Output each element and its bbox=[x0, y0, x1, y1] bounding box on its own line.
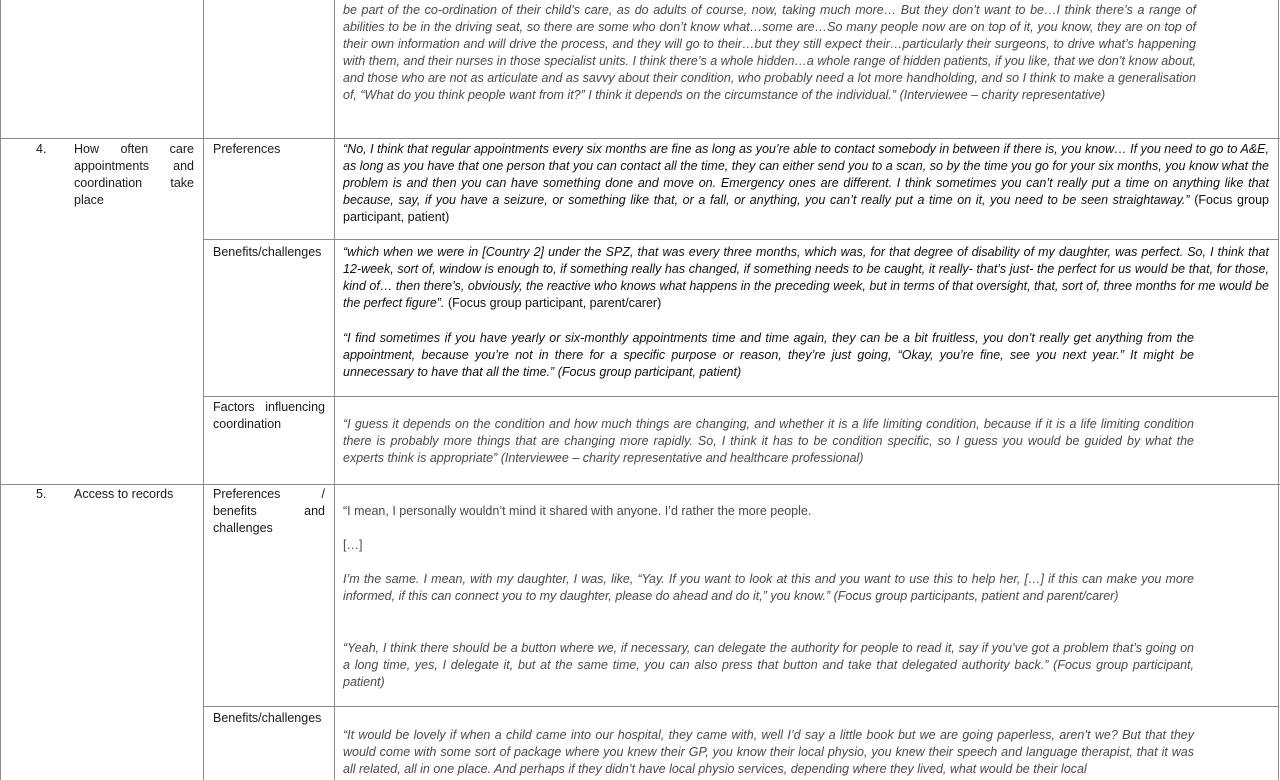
row5-preferences-quote2: I’m the same. I mean, with my daughter, I was, like, “Yay. If you want to look at this and you want to use this to help her, […] if this can make you more informed, if this can connect you to my daughter, please do ahead and do it,” you know.” bbox=[343, 572, 1194, 603]
continuation-quote-cell bbox=[343, 2, 1196, 104]
row5-preferences-label: Preferences / benefits and challenges bbox=[213, 487, 325, 535]
row4-topic: How often care appointments and coordination take place bbox=[74, 142, 194, 207]
row4-factors-quote: “I guess it depends on the condition and how much things are changing, and whether it is a life limiting condition, because if it is a life limiting condition there is probably more things that are changing more rapidly. So, I think it has to be condition specific, so I guess you would be guided by what the experts think is appropriate” bbox=[343, 417, 1194, 465]
row4-benefits-quote2: “I find sometimes if you have yearly or six-monthly appointments time and time again, they can be a bit fruitless, you don’t really get anything from the appointment, because you’re not in there for a specific purpose or reason, they’re just going, “Okay, you’re fine, see you next year.” It might be unnecessary to have that all the time.” bbox=[343, 331, 1194, 379]
row4-preferences-label: Preferences bbox=[213, 142, 281, 156]
row4-number: 4. bbox=[36, 142, 47, 156]
row4-benefits-attribution1: (Focus group participant, parent/carer) bbox=[447, 296, 662, 310]
column-divider-1 bbox=[203, 0, 204, 780]
row5-benefits-quote: “It would be lovely if when a child came into our hospital, they came with, well I’d say a little book but we are going paperless, aren’t we? But that they would come with some sort of package where you knew their GP, you know their local physio, you knew their speech and language therapist, that it was all related, all in one place. And perhaps if they didn’t have local physio services, depending where they lived, what would be their local bbox=[343, 728, 1194, 776]
row5-preferences-quote3-cell bbox=[343, 640, 1194, 691]
row4-preferences-attribution: (Focus group participant, patient) bbox=[343, 193, 1269, 224]
row-divider-row4-top bbox=[0, 138, 1280, 139]
row4-benefits-label: Benefits/challenges bbox=[213, 245, 322, 259]
subrow-divider-row5-benefits bbox=[203, 706, 1279, 707]
row-divider-row5-top bbox=[0, 484, 1280, 485]
continuation-attribution: (Interviewee – charity representative) bbox=[899, 88, 1106, 102]
subrow-divider-factors bbox=[203, 396, 1279, 397]
row5-preferences-attribution3: (Focus group participant, patient) bbox=[343, 658, 1194, 689]
row5-number: 5. bbox=[36, 487, 47, 501]
row5-topic: Access to records bbox=[74, 487, 174, 501]
continuation-quote: be part of the co-ordination of their child’s care, as do adults of course, now, taking much more… But they don’t want to be…I think there’s a range of abilities to be in the driving seat, so there are some who don’t know what…some are…So many people now are on top of it, you know, they are on top of their own information and will drive the process, and they will go to their…but they still expect their…particularly their surgeons, to drive what’s happening with them, and their nurses in those specialist units. I think there’s a whole hidden…a whole range of hidden patients, if you like, that we don’t know about, and those who are not as articulate and as savvy about their condition, who probably need a lot more handholding, and so I think to make a generalisation of, “What do you think people want from it?” I think it depends on the circumstance of the individual.” bbox=[343, 3, 1196, 102]
row4-benefits-quote1: “which when we were in [Country 2] under the SPZ, that was every three months, which was, for that degree of disability of my daughter, was perfect. So, I think that 12-week, sort of, window is enough to, if something really has changed, if something needs to be caught, it really- that’s just- the perfect for us would be that, for those, kind of… then there’s, obviously, the reactive who knows what happens in the preceding week, but in terms of that oversight, that, sort of, three months for me would be the perfect figure”. bbox=[343, 245, 1269, 310]
row5-preferences-quote3: “Yeah, I think there should be a button where we, if necessary, can delegate the authority for people to read it, say if you’ve got a problem that’s going on a long time, yes, I delegate it, but at the same time, you can also press that button and take that delegated authority back.” bbox=[343, 641, 1194, 672]
row4-benefits-attribution2: (Focus group participant, patient) bbox=[557, 365, 742, 379]
row4-preferences-quote: “No, I think that regular appointments every six months are fine as long as you’re able to contact somebody in between if there is, you know… If you need to go to A&E, as long as you have that one person that you can contact all the time, they can either send you to a scan, so by the time you go for your six months, you know what the problem is and then you can have something done and move on. Emergency ones are different. I think sometimes you can’t really put a time on anything like that because, say, if you have a seizure, or something like that, or a fall, or anything, you can’t really put a time on it, you need to be seen straightaway.” bbox=[343, 142, 1269, 207]
subrow-divider-benefits bbox=[203, 239, 1279, 240]
row4-preferences-cell bbox=[343, 141, 1269, 226]
table-border-left bbox=[0, 0, 1, 780]
row5-preferences-attribution2: (Focus group participants, patient and parent/carer) bbox=[833, 589, 1119, 603]
row4-factors-cell bbox=[343, 416, 1194, 467]
table-border-right bbox=[1278, 0, 1279, 780]
row5-benefits-cell bbox=[343, 727, 1194, 778]
row5-preferences-ellipsis: […] bbox=[343, 538, 363, 552]
row4-factors-label: Factors influencing coordination bbox=[213, 400, 325, 431]
row5-preferences-quote1: “I mean, I personally wouldn’t mind it shared with anyone. I’d rather the more people. bbox=[343, 504, 812, 518]
row5-benefits-label: Benefits/challenges bbox=[213, 711, 322, 725]
column-divider-2 bbox=[334, 0, 335, 780]
row4-benefits-quote1-cell bbox=[343, 244, 1269, 312]
row5-preferences-quote2-cell bbox=[343, 571, 1194, 605]
row4-factors-attribution: (Interviewee – charity representative and healthcare professional) bbox=[500, 451, 864, 465]
row4-benefits-quote2-cell bbox=[343, 330, 1194, 381]
